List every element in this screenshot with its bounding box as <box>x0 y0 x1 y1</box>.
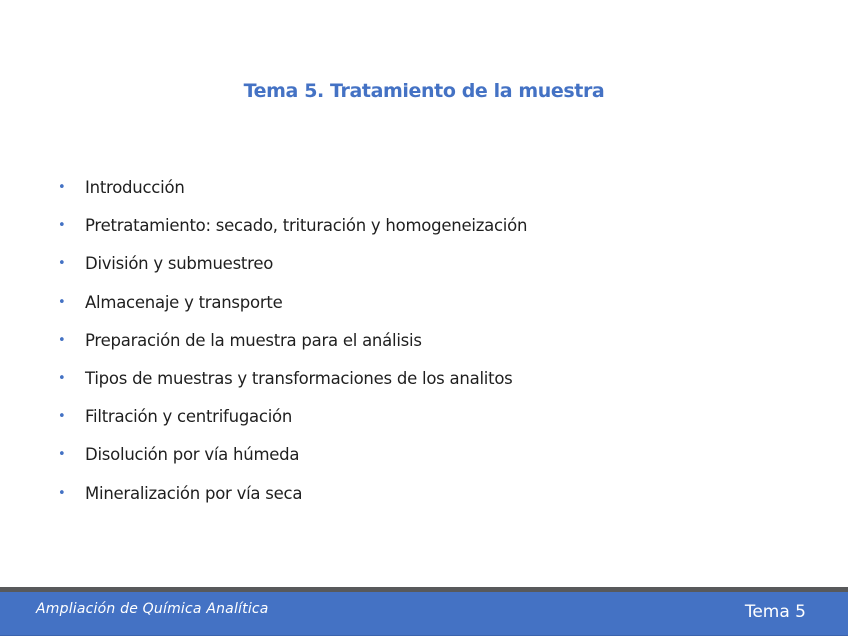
list-item-text: Mineralización por vía seca <box>85 483 303 503</box>
list-item-text: División y submuestreo <box>85 254 274 274</box>
bullet-icon: • <box>58 409 66 425</box>
list-item <box>54 443 527 481</box>
list-item-text: Disolución por vía húmeda <box>85 445 300 465</box>
list-item-text: Almacenaje y transporte <box>85 292 283 312</box>
list-item <box>54 252 527 290</box>
list-item <box>54 482 527 520</box>
bullet-icon: • <box>58 332 66 348</box>
bullet-list <box>54 176 527 520</box>
slide-title: Tema 5. Tratamiento de la muestra <box>243 80 605 102</box>
list-item <box>54 329 527 367</box>
list-item <box>54 291 527 329</box>
bullet-icon: • <box>58 294 66 310</box>
list-item <box>54 214 527 252</box>
list-item <box>54 176 527 214</box>
list-item <box>54 405 527 443</box>
footer-bar <box>0 592 848 636</box>
list-item-text: Tipos de muestras y transformaciones de los analitos <box>85 368 513 388</box>
list-item-text: Preparación de la muestra para el análisis <box>85 330 422 350</box>
bullet-icon: • <box>58 447 66 463</box>
bullet-icon: • <box>58 256 66 272</box>
list-item <box>54 367 527 405</box>
bullet-icon: • <box>58 485 66 501</box>
list-item-text: Filtración y centrifugación <box>85 407 293 427</box>
list-item-text: Pretratamiento: secado, trituración y homogeneización <box>85 216 528 236</box>
footer-course-name: Ampliación de Química Analítica <box>36 601 269 617</box>
bullet-icon: • <box>58 180 66 195</box>
bullet-icon: • <box>58 218 66 234</box>
list-item-text: Introducción <box>85 178 185 197</box>
bullet-icon: • <box>58 370 66 386</box>
footer-topic: Tema 5 <box>744 602 806 622</box>
